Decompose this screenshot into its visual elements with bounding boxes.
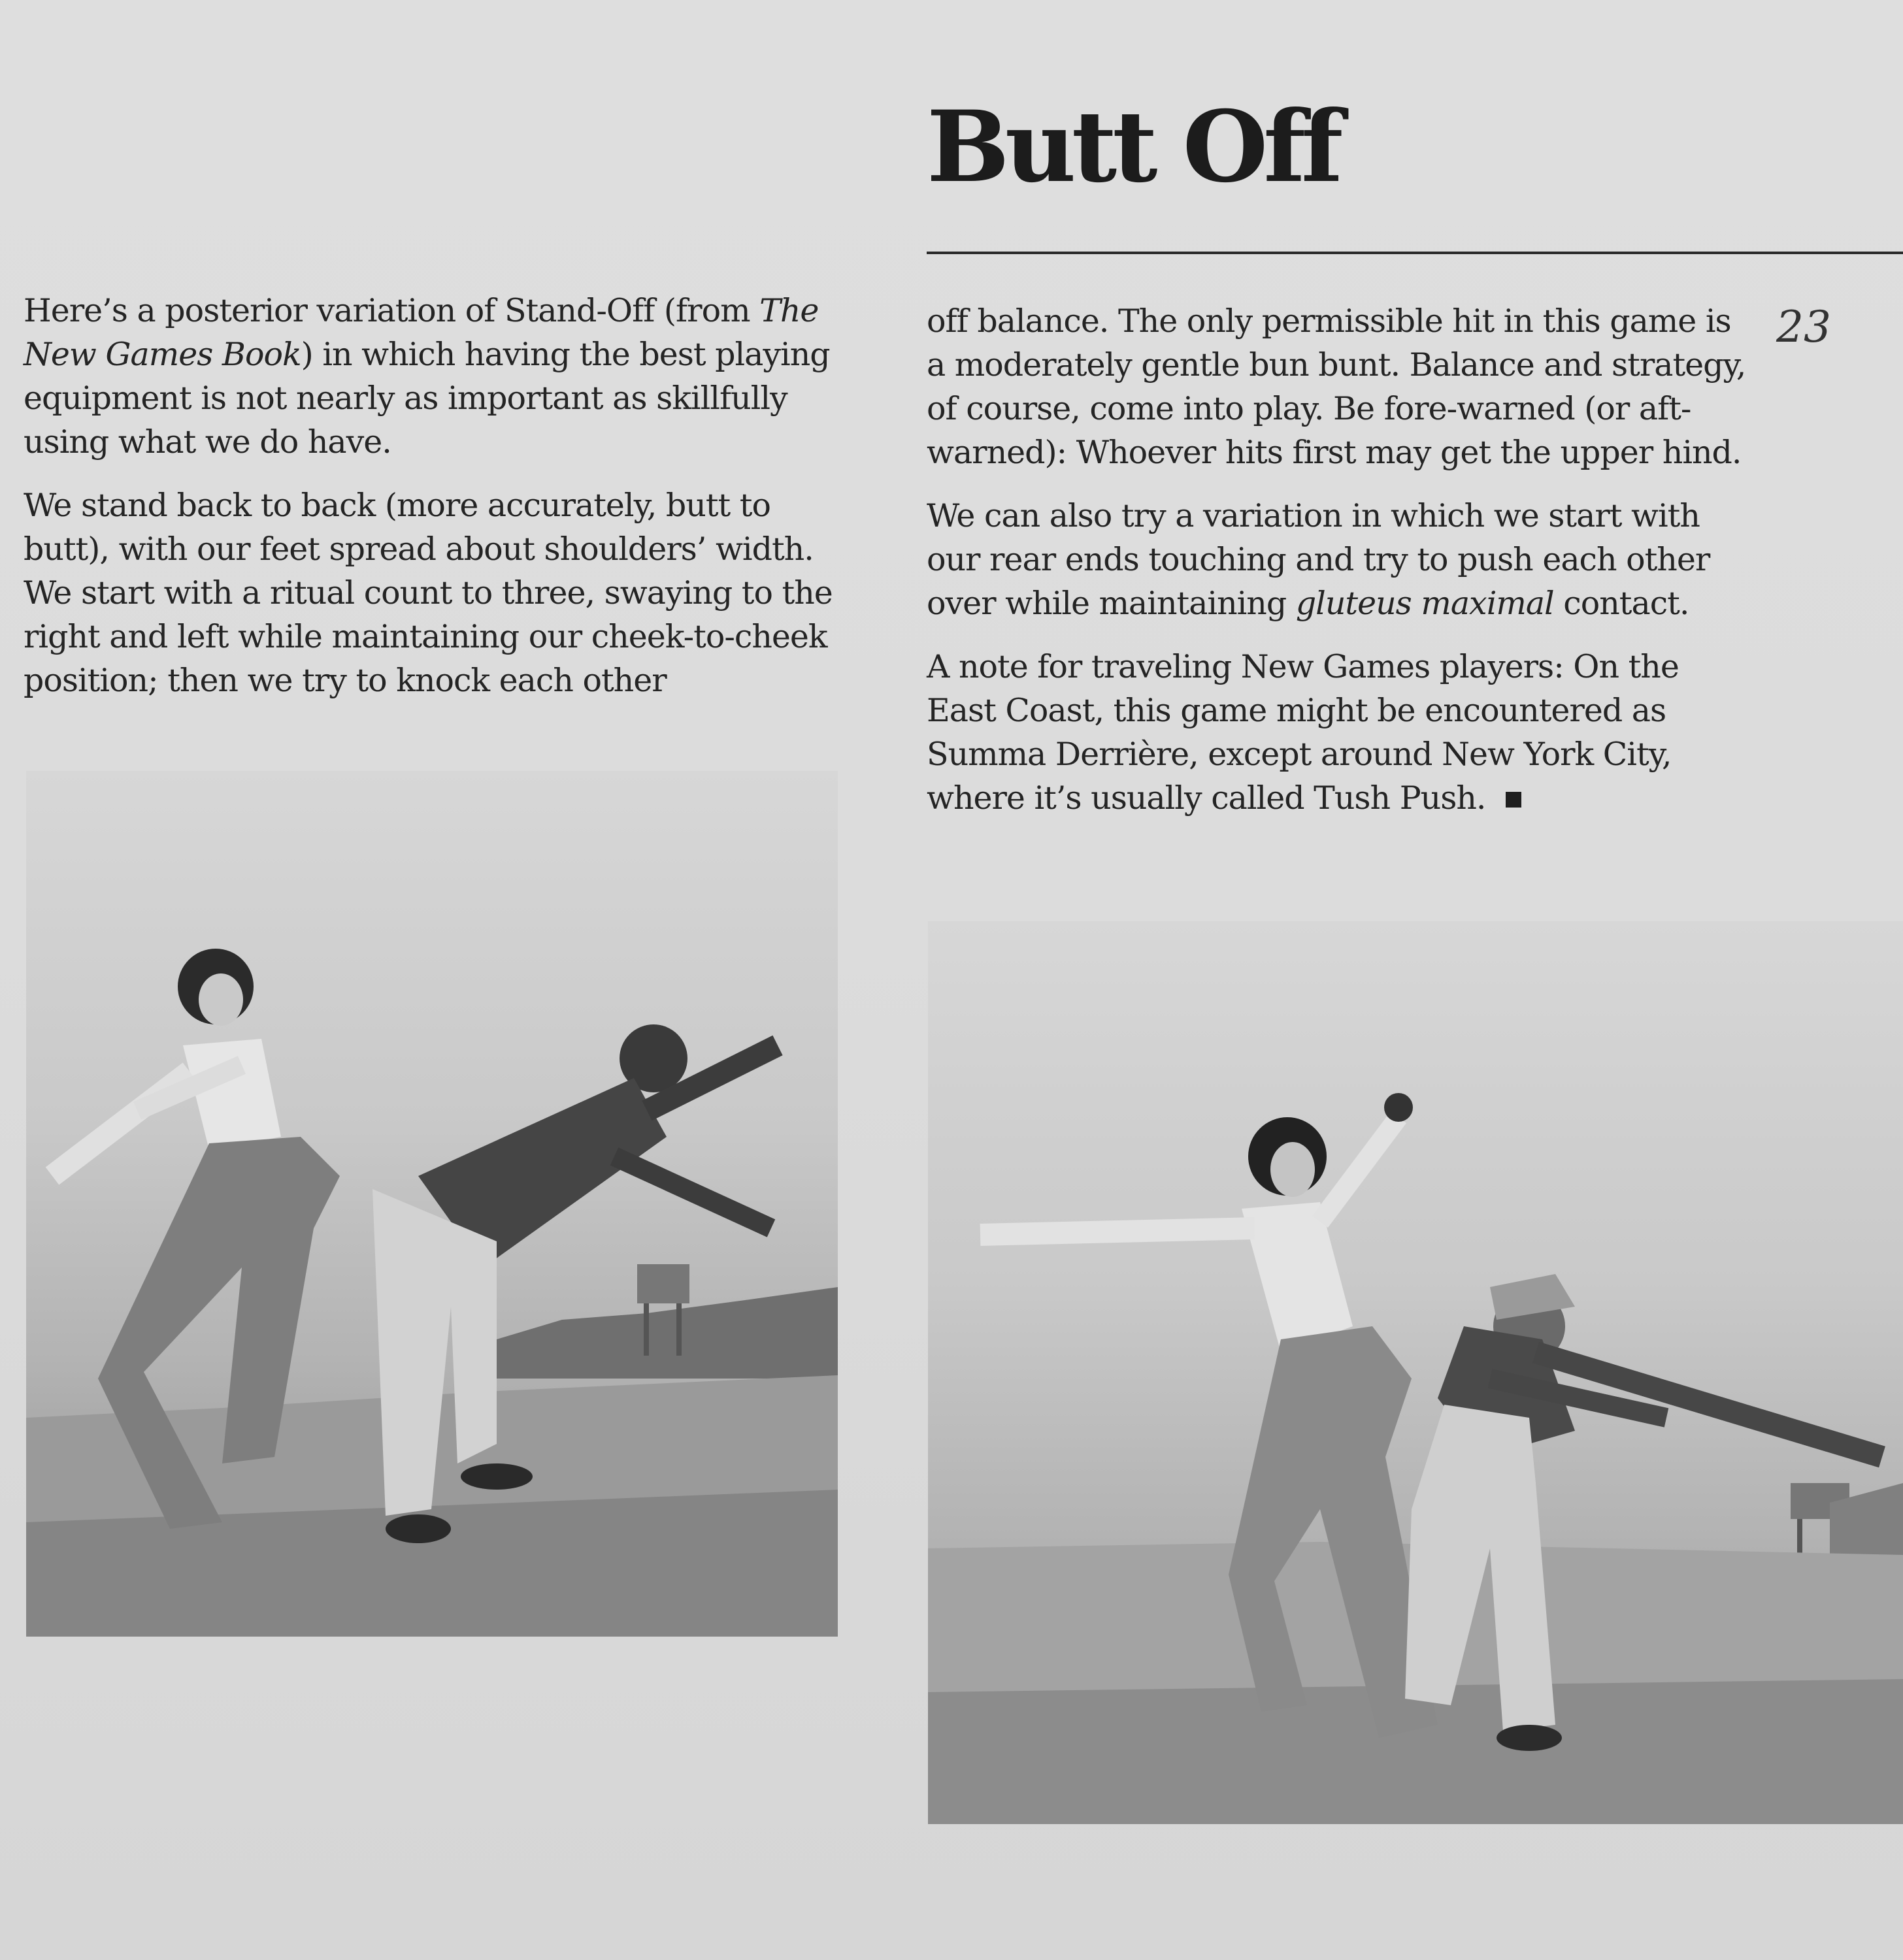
- variation-text-start: We can also try a variation in which we start with our rear ends touching and try to push each other over while maintaining: [927, 497, 1710, 622]
- right-text-column: [927, 299, 1750, 840]
- intro-text-end: ) in which having the best playing equipment is not nearly as important as skillfully using what we do have.: [24, 336, 830, 461]
- page-number: 23: [1776, 302, 1831, 352]
- rules-paragraph: off balance. The only permissible hit in this game is a moderately gentle bun bunt. Balance and strategy, of course, come into play. Be fore-warned (or aft-warned): Whoever hits first may get the upper hind.: [927, 302, 1746, 471]
- page-title: Butt Off: [927, 90, 1339, 204]
- instructions-paragraph: We stand back to back (more accurately, butt to butt), with our feet spread about shoulders’ width. We start with a ritual count to three, swaying to the right and left while maintaining our cheek-to-cheek position; then we try to knock each other: [24, 487, 833, 699]
- intro-text-start: Here’s a posterior variation of Stand-Off (from: [24, 292, 760, 329]
- book-title: The New Games Book: [24, 292, 819, 373]
- beach-photo-left-illustration: [26, 771, 838, 1637]
- beach-photo-right-illustration: [928, 921, 1903, 1824]
- note-paragraph: [927, 645, 1750, 820]
- gluteus-phrase: gluteus maximal: [1295, 585, 1554, 622]
- photo-left: [26, 771, 838, 1637]
- intro-paragraph: [24, 289, 853, 464]
- photo-right: [928, 921, 1903, 1824]
- variation-paragraph: [927, 494, 1750, 625]
- title-rule: [927, 252, 1903, 254]
- note-text: A note for traveling New Games players: On the East Coast, this game might be encountered as Summa Derrière, except around New York City, where it’s usually called Tush Push.: [927, 648, 1679, 817]
- left-text-column: [24, 289, 853, 722]
- variation-text-end: contact.: [1553, 585, 1689, 622]
- end-mark-icon: [1506, 792, 1521, 808]
